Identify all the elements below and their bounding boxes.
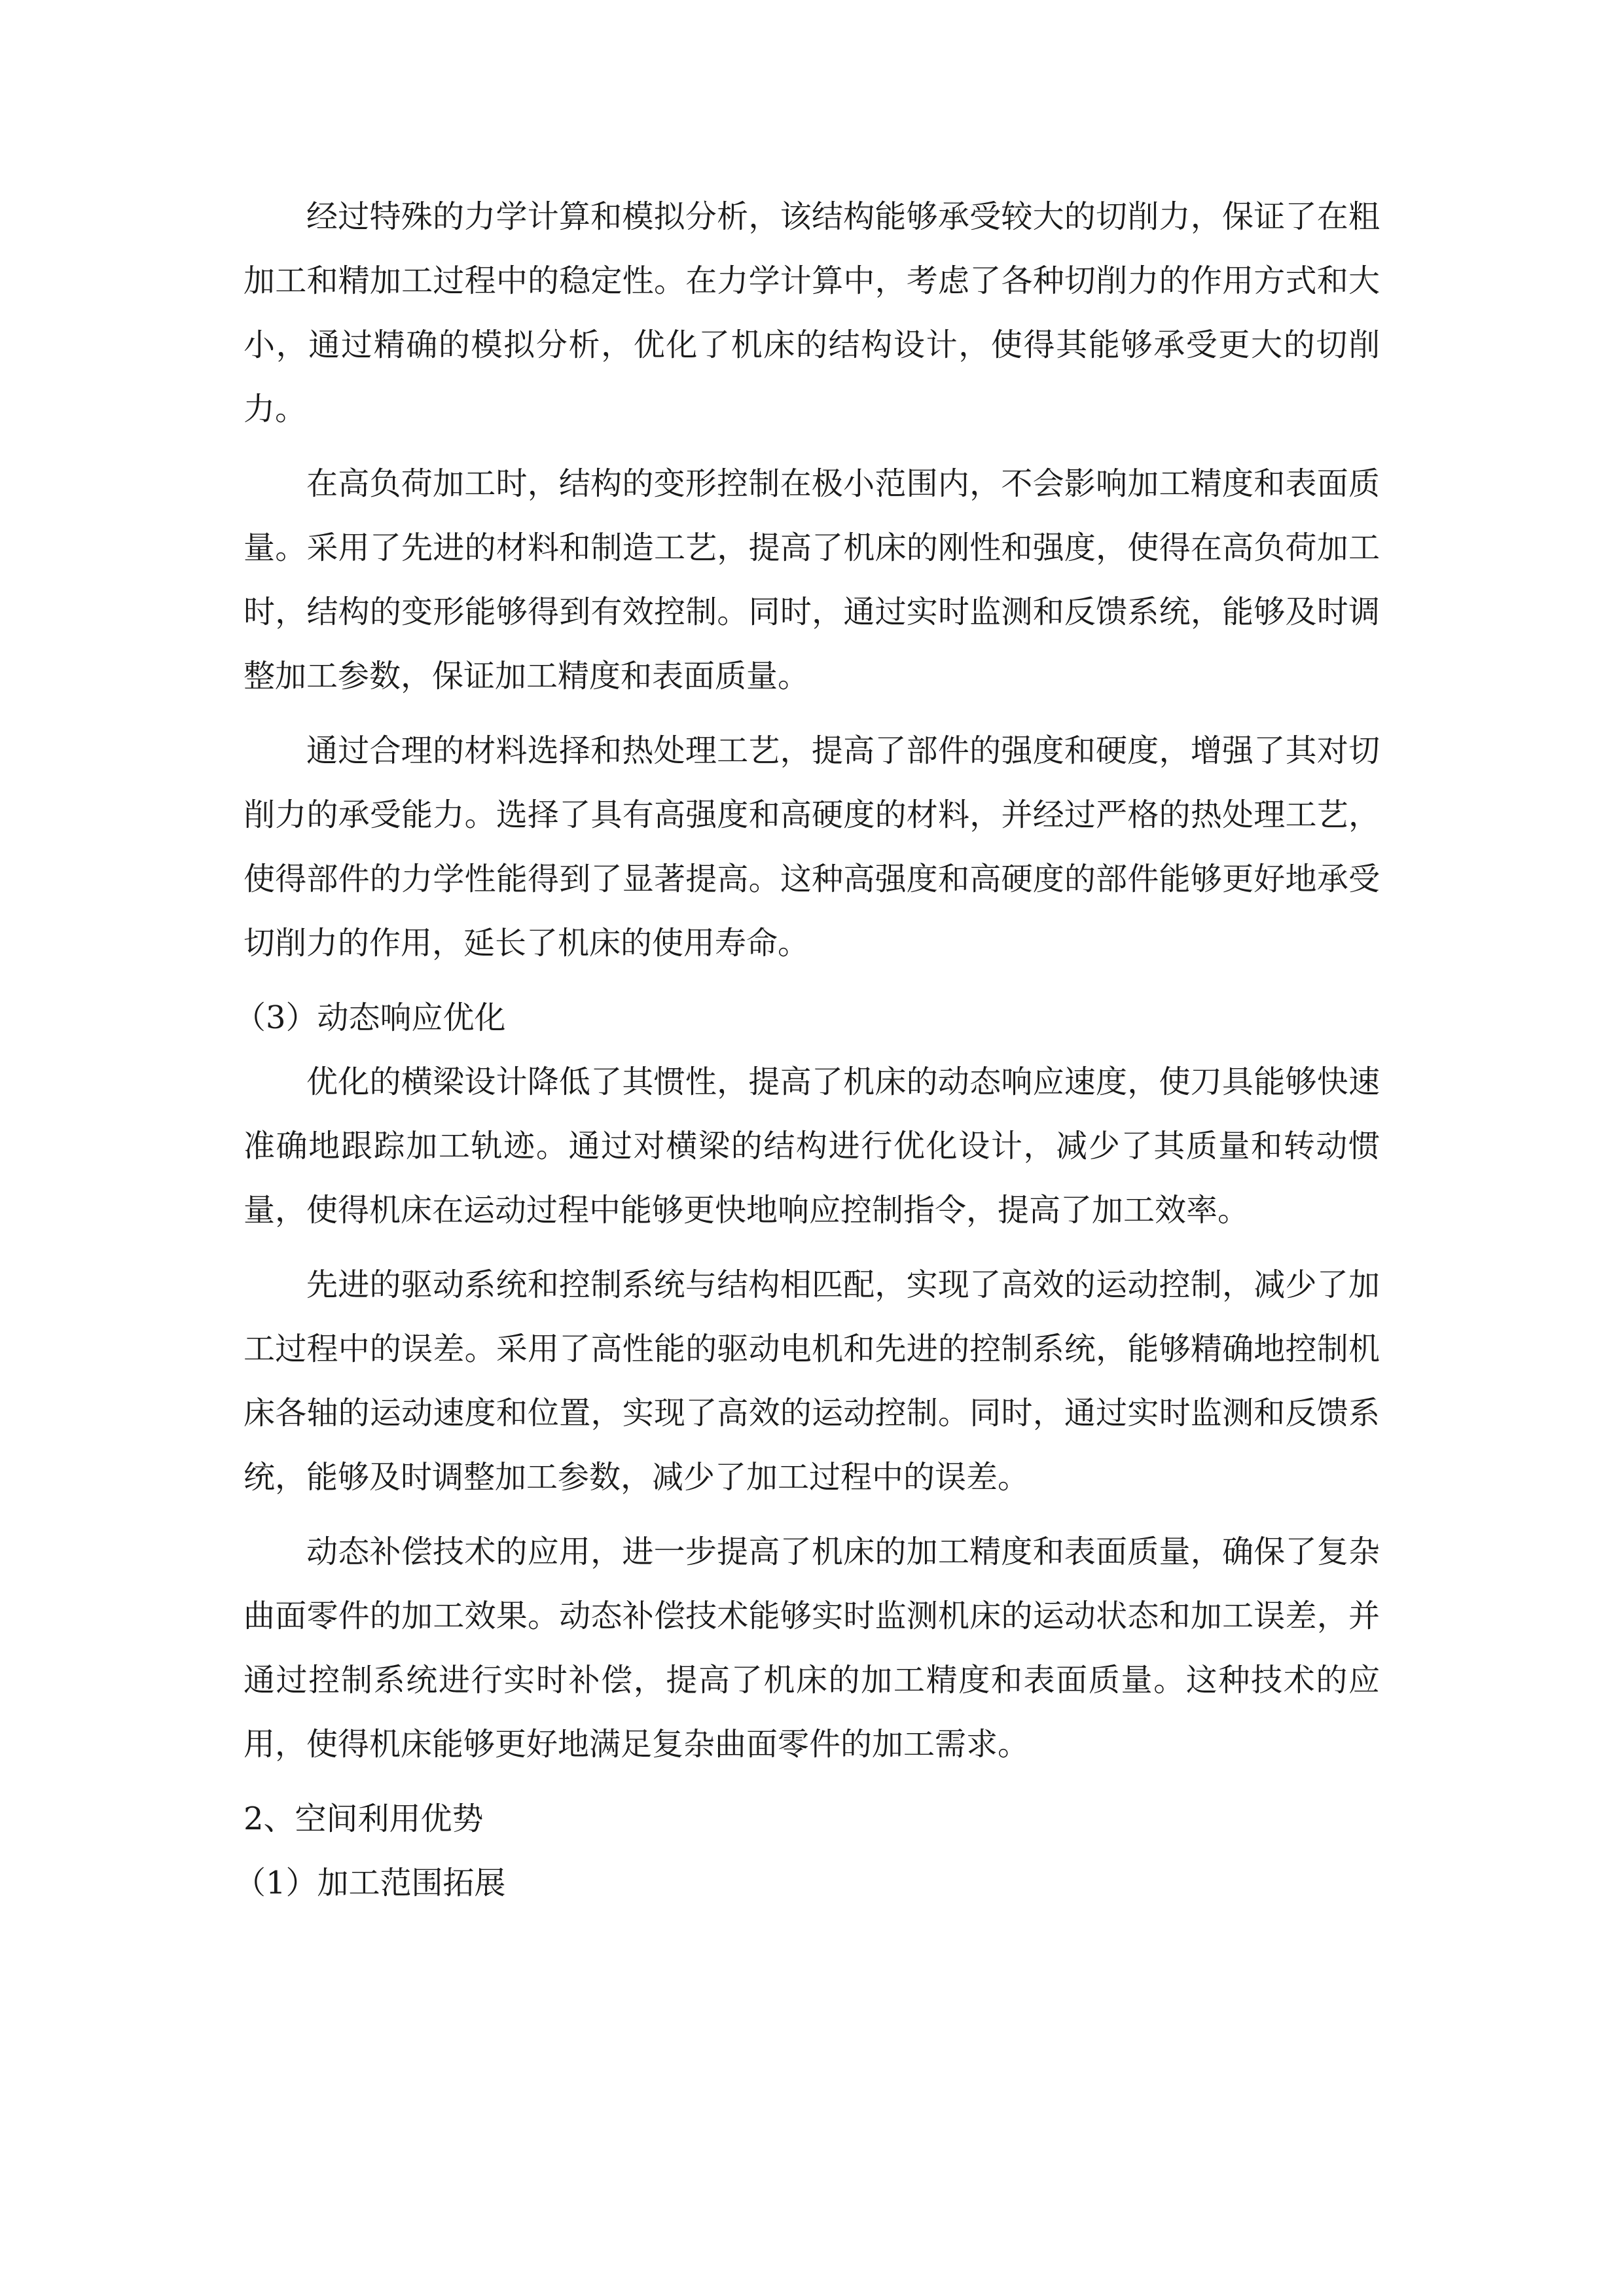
paragraph-beam-design: 优化的横梁设计降低了其惯性，提高了机床的动态响应速度，使刀具能够快速准确地跟踪加工轨迹。通过对横梁的结构进行优化设计，减少了其质量和转动惯量，使得机床在运动过程中能够更快地响应控制指令，提高了加工效率。: [244, 1064, 1380, 1229]
paragraph-deformation-control: 在高负荷加工时，结构的变形控制在极小范围内，不会影响加工精度和表面质量。采用了先进的材料和制造工艺，提高了机床的刚性和强度，使得在高负荷加工时，结构的变形能够得到有效控制。同时，通过实时监测和反馈系统，能够及时调整加工参数，保证加工精度和表面质量。: [244, 465, 1380, 694]
paragraph-drive-system: 先进的驱动系统和控制系统与结构相匹配，实现了高效的运动控制，减少了加工过程中的误差。采用了高性能的驱动电机和先进的控制系统，能够精确地控制机床各轴的运动速度和位置，实现了高效的运动控制。同时，通过实时监测和反馈系统，能够及时调整加工参数，减少了加工过程中的误差。: [244, 1266, 1380, 1496]
paragraph-material-selection: 通过合理的材料选择和热处理工艺，提高了部件的强度和硬度，增强了其对切削力的承受能力。选择了具有高强度和高硬度的材料，并经过严格的热处理工艺，使得部件的力学性能得到了显著提高。这种高强度和高硬度的部件能够更好地承受切削力的作用，延长了机床的使用寿命。: [244, 732, 1380, 961]
heading-dynamic-response: （3）动态响应优化: [234, 999, 506, 1036]
paragraph-force-calculation: 经过特殊的力学计算和模拟分析，该结构能够承受较大的切削力，保证了在粗加工和精加工过程中的稳定性。在力学计算中，考虑了各种切削力的作用方式和大小，通过精确的模拟分析，优化了机床的结构设计，使得其能够承受更大的切削力。: [244, 198, 1380, 427]
heading-range-extension: （1）加工范围拓展: [234, 1865, 506, 1901]
heading-space-advantage: 2、空间利用优势: [244, 1801, 484, 1837]
document-body: [234, 185, 1380, 1915]
paragraph-dynamic-compensation: 动态补偿技术的应用，进一步提高了机床的加工精度和表面质量，确保了复杂曲面零件的加工效果。动态补偿技术能够实时监测机床的运动状态和加工误差，并通过控制系统进行实时补偿，提高了机床的加工精度和表面质量。这种技术的应用，使得机床能够更好地满足复杂曲面零件的加工需求。: [244, 1534, 1380, 1763]
